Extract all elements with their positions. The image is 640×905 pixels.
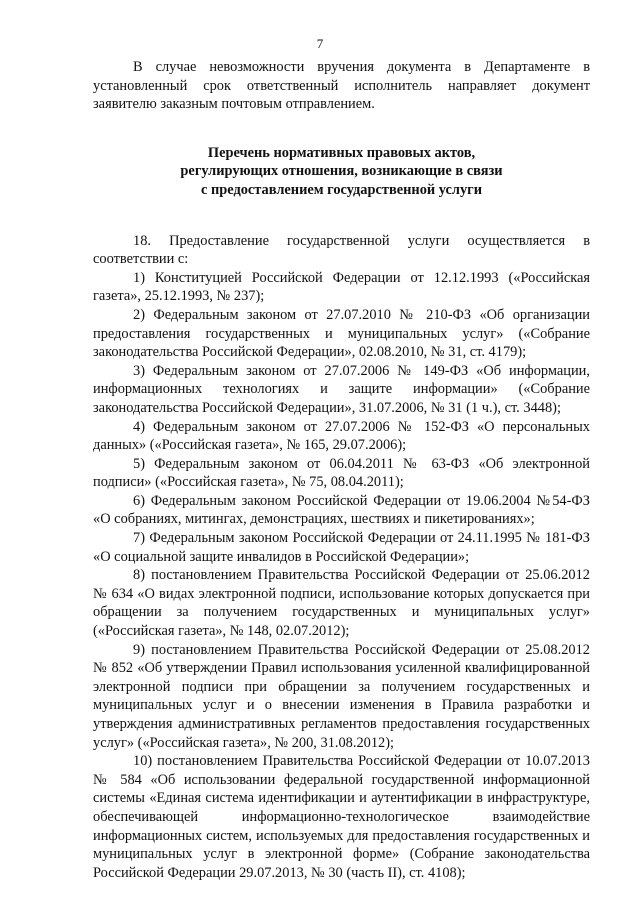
legal-act-item-6: 6) Федеральным законом Российской Федерации от 19.06.2004 №54-ФЗ «О собраниях, митингах, демонстрациях, шествиях и пикетированиях»; [93,492,590,528]
intro-paragraph: В случае невозможности вручения документа в Департаменте в установленный срок ответственный исполнитель направляет документ заявителю заказным почтовым отправлением. [93,59,590,113]
legal-act-item-10: 10) постановлением Правительства Российской Федерации от 10.07.2013 № 584 «Об использовании федеральной государственной информационной системы «Единая система идентификации и аутентификации в инфраструктуре, обеспечивающей информационно-технологическое взаимодействие информационных систем, используемых для предоставления государственных и муниципальных услуг в электронной форме» (Собрание законодательства Российской Федерации 29.07.2013, № 30 (часть II), ст. 4108); [93,753,590,881]
legal-act-item-8: 8) постановлением Правительства Российской Федерации от 25.06.2012 № 634 «О видах электронной подписи, использование которых допускается при обращении за получением государственных и муниципальных услуг» («Российская газета», № 148, 02.07.2012); [93,567,590,640]
legal-act-item-1: 1) Конституцией Российской Федерации от 12.12.1993 («Российская газета», 25.12.1993, № 237); [93,269,590,305]
legal-act-item-9: 9) постановлением Правительства Российской Федерации от 25.08.2012 № 852 «Об утверждении Правил использования усиленной квалифицированной электронной подписи при обращении за получением государственных и муниципальных услуг и о внесении изменения в Правила разработки и утверждения административных регламентов предоставления государственных услуг» («Российская газета», № 200, 31.08.2012); [93,641,590,751]
page-number: 7 [316,36,324,51]
legal-act-item-7: 7) Федеральным законом Российской Федерации от 24.11.1995 № 181-ФЗ «О социальной защите инвалидов в Российской Федерации»; [93,530,590,565]
section-heading [93,144,590,200]
section-heading-line-3: с предоставлением государственной услуги [200,181,483,198]
legal-act-item-2: 2) Федеральным законом от 27.07.2010 № 210-ФЗ «Об организации предоставления государственных и муниципальных услуг» («Собрание законодательства Российской Федерации», 02.08.2010, № 31, ст. 4179); [93,306,590,361]
clause-18: 18. Предоставление государственной услуги осуществляется в соответствии с: [93,232,590,268]
section-heading-line-2: регулирующих отношения, возникающие в связи [180,163,503,180]
legal-act-item-4: 4) Федеральным законом от 27.07.2006 № 152-ФЗ «О персональных данных» («Российская газета», № 165, 29.07.2006); [93,418,590,454]
document-body [93,58,590,882]
legal-act-item-3: 3) Федеральным законом от 27.07.2006 № 149-ФЗ «Об информации, информационных технологиях и защите информации» («Собрание законодательства Российской Федерации», 31.07.2006, № 31 (1 ч.), ст. 3448); [93,362,590,416]
legal-acts-list [93,269,590,883]
legal-act-item-5: 5) Федеральным законом от 06.04.2011 № 63-ФЗ «Об электронной подписи» («Российская газета», № 75, 08.04.2011); [93,455,590,491]
section-heading-line-1: Перечень нормативных правовых актов, [207,144,476,161]
